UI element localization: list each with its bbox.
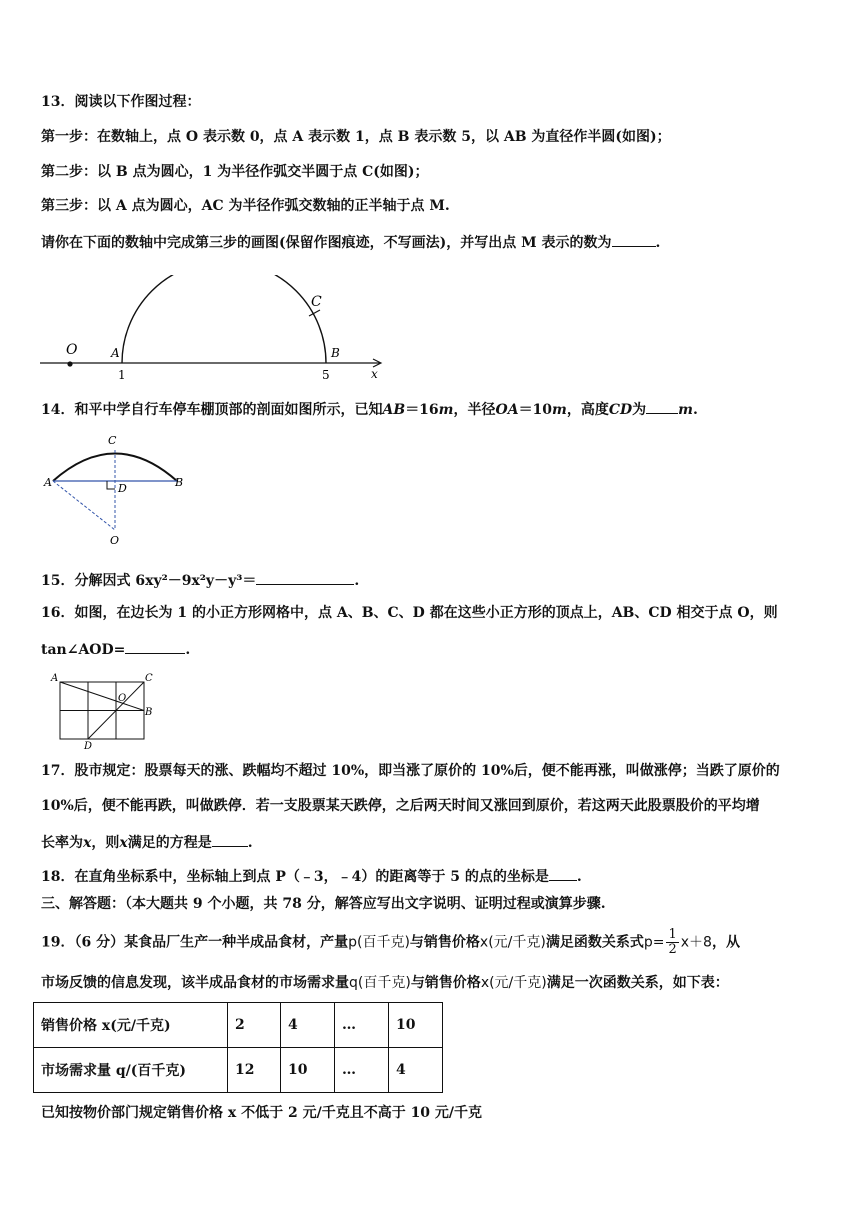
q19-line2a: 市场反馈的信息发现，该半成品食材的市场需求量 <box>41 975 349 991</box>
q18-question: 18．在直角坐标系中，坐标轴上到点 P（﹣3，﹣4）的距离等于 5 的点的坐标是 <box>41 869 549 885</box>
q14-arc-figure <box>38 430 198 550</box>
q17-line3b: ，则 <box>91 835 120 851</box>
table-cell: 销售价格 x(元/千克) <box>34 1003 228 1048</box>
q19-line1d: ，从 <box>711 934 740 951</box>
q16-line2 <box>41 639 190 659</box>
q13-step1: 第一步：在数轴上，点 O 表示数 0，点 A 表示数 1，点 B 表示数 5，以 AB 为直径作半圆(如图)； <box>41 129 671 145</box>
q14-m2: m <box>552 402 567 418</box>
q13-number-line-figure <box>30 275 400 385</box>
q16-tan: tan∠AOD= <box>41 642 126 658</box>
label-a: A <box>44 476 52 489</box>
q14-text-a: 14．和平中学自行车停车棚顶部的剖面如图所示，已知 <box>41 402 383 418</box>
q18-text <box>41 866 582 886</box>
table-cell: 2 <box>228 1003 281 1048</box>
right-angle-mark <box>107 481 115 489</box>
q14-text-f: 为 <box>632 402 647 418</box>
q17-line3a: 长率为 <box>41 835 83 851</box>
q15-end: . <box>354 573 360 589</box>
table-cell: … <box>335 1003 389 1048</box>
table-cell: 4 <box>281 1003 335 1048</box>
section-3-heading: 三、解答题：（本大题共 9 个小题，共 78 分，解答应写出文字说明、证明过程或演算步骤. <box>41 896 606 912</box>
q19-line1a: 19．（6 分）某食品厂生产一种半成品食材，产量 <box>41 934 349 951</box>
q15-expression: 15．分解因式 6xy²－9x²y－y³＝ <box>41 573 257 589</box>
semicircle <box>122 275 326 363</box>
q13-question-text: 请你在下面的数轴中完成第三步的画图(保留作图痕迹，不写画法)，并写出点 M 表示的数为 <box>41 235 612 251</box>
q14-cd: CD <box>608 402 633 418</box>
q17-line3c: 满足的方程是 <box>127 835 212 851</box>
q17-x1: x <box>83 835 92 851</box>
label-o: O <box>66 342 78 358</box>
label-c: C <box>108 434 117 447</box>
label-o: O <box>118 693 127 704</box>
q19-line2c: 满足一次函数关系，如下表： <box>546 975 729 991</box>
label-a: A <box>111 346 120 360</box>
point-o <box>67 361 72 366</box>
tick-1: 1 <box>118 368 126 382</box>
label-d: D <box>84 741 93 752</box>
table-row <box>34 1048 443 1093</box>
tick-5: 5 <box>322 368 330 382</box>
answer-blank[interactable] <box>549 866 577 881</box>
q18-end: . <box>576 869 582 885</box>
q13-end: . <box>655 235 661 251</box>
q14-m1: m <box>438 402 454 418</box>
segment-oa <box>53 481 115 530</box>
q19-q-unit: q(百千克) <box>349 975 411 991</box>
q14-ab: AB <box>382 402 406 418</box>
q19-frac-den: 2 <box>668 942 677 957</box>
q14-text-e: ，高度 <box>566 402 609 418</box>
q14-m3: m <box>678 402 693 418</box>
segment-ab <box>60 682 144 711</box>
table-cell: … <box>335 1048 389 1093</box>
q13-step3: 第三步：以 A 点为圆心，AC 为半径作弧交数轴的正半轴于点 M. <box>41 198 450 214</box>
q19-formula-lhs: p= <box>643 934 665 951</box>
answer-blank[interactable] <box>212 832 248 847</box>
q14-text-c: ，半径 <box>453 402 496 418</box>
q16-end: . <box>185 642 191 658</box>
q19-x-unit: x(元/千克) <box>479 934 546 951</box>
q19-fraction <box>666 928 678 957</box>
q19-line2 <box>41 974 729 992</box>
q19-line1c: 满足函数关系式 <box>545 934 644 951</box>
q14-text <box>41 399 698 419</box>
q19-p-unit: p(百千克) <box>348 934 410 951</box>
q13-step2: 第二步：以 B 点为圆心，1 为半径作弧交半圆于点 C(如图)； <box>41 164 429 180</box>
q19-line2b: 与销售价格 <box>410 975 481 991</box>
q14-end: . <box>693 402 698 418</box>
q17-line2: 10%后，便不能再跌，叫做跌停．若一支股票某天跌停，之后两天时间又涨回到原价，若这两天此股票股价的平均增 <box>41 798 760 814</box>
label-o: O <box>110 534 120 547</box>
q16-grid-figure <box>48 670 163 752</box>
q17-line3 <box>41 832 253 852</box>
q17-x2: x <box>119 835 128 851</box>
q19-line3: 已知按物价部门规定销售价格 x 不低于 2 元/千克且不高于 10 元/千克 <box>41 1105 483 1121</box>
q14-oa: OA <box>495 402 519 418</box>
table-row <box>34 1003 443 1048</box>
label-x: x <box>371 367 378 381</box>
label-b: B <box>175 476 184 489</box>
q15-text <box>41 570 359 590</box>
q19-line1 <box>41 928 740 957</box>
q17-end: . <box>247 835 253 851</box>
label-d: D <box>118 482 127 495</box>
table-cell: 10 <box>281 1048 335 1093</box>
q13-question <box>41 232 660 252</box>
label-c: C <box>311 294 322 310</box>
q19-table <box>33 1002 443 1093</box>
answer-blank[interactable] <box>125 639 185 654</box>
q14-text-d: ＝10 <box>518 402 553 418</box>
answer-blank[interactable] <box>256 570 354 585</box>
label-a: A <box>51 673 59 684</box>
q17-line1: 17．股市规定：股票每天的涨、跌幅均不超过 10%，即当涨了原价的 10%后，便不能再涨，叫做涨停；当跌了原价的 <box>41 763 780 779</box>
answer-blank[interactable] <box>646 399 678 414</box>
answer-blank[interactable] <box>612 232 656 247</box>
q19-line1b: 与销售价格 <box>409 934 480 951</box>
table-cell: 4 <box>389 1048 443 1093</box>
label-b: B <box>331 346 340 360</box>
q19-frac-num: 1 <box>668 927 677 942</box>
q16-line1: 16．如图，在边长为 1 的小正方形网格中，点 A、B、C、D 都在这些小正方形的顶点上，AB、CD 相交于点 O，则 <box>41 605 778 621</box>
table-cell: 10 <box>389 1003 443 1048</box>
q19-x-unit2: x(元/千克) <box>480 975 547 991</box>
table-cell: 12 <box>228 1048 281 1093</box>
q14-text-b: ＝16 <box>405 402 439 418</box>
table-cell: 市场需求量 q/(百千克) <box>34 1048 228 1093</box>
label-c: C <box>145 673 153 684</box>
q13-title: 13．阅读以下作图过程： <box>41 94 201 110</box>
q19-formula-rhs: x＋8 <box>680 934 712 951</box>
label-b: B <box>145 707 153 718</box>
